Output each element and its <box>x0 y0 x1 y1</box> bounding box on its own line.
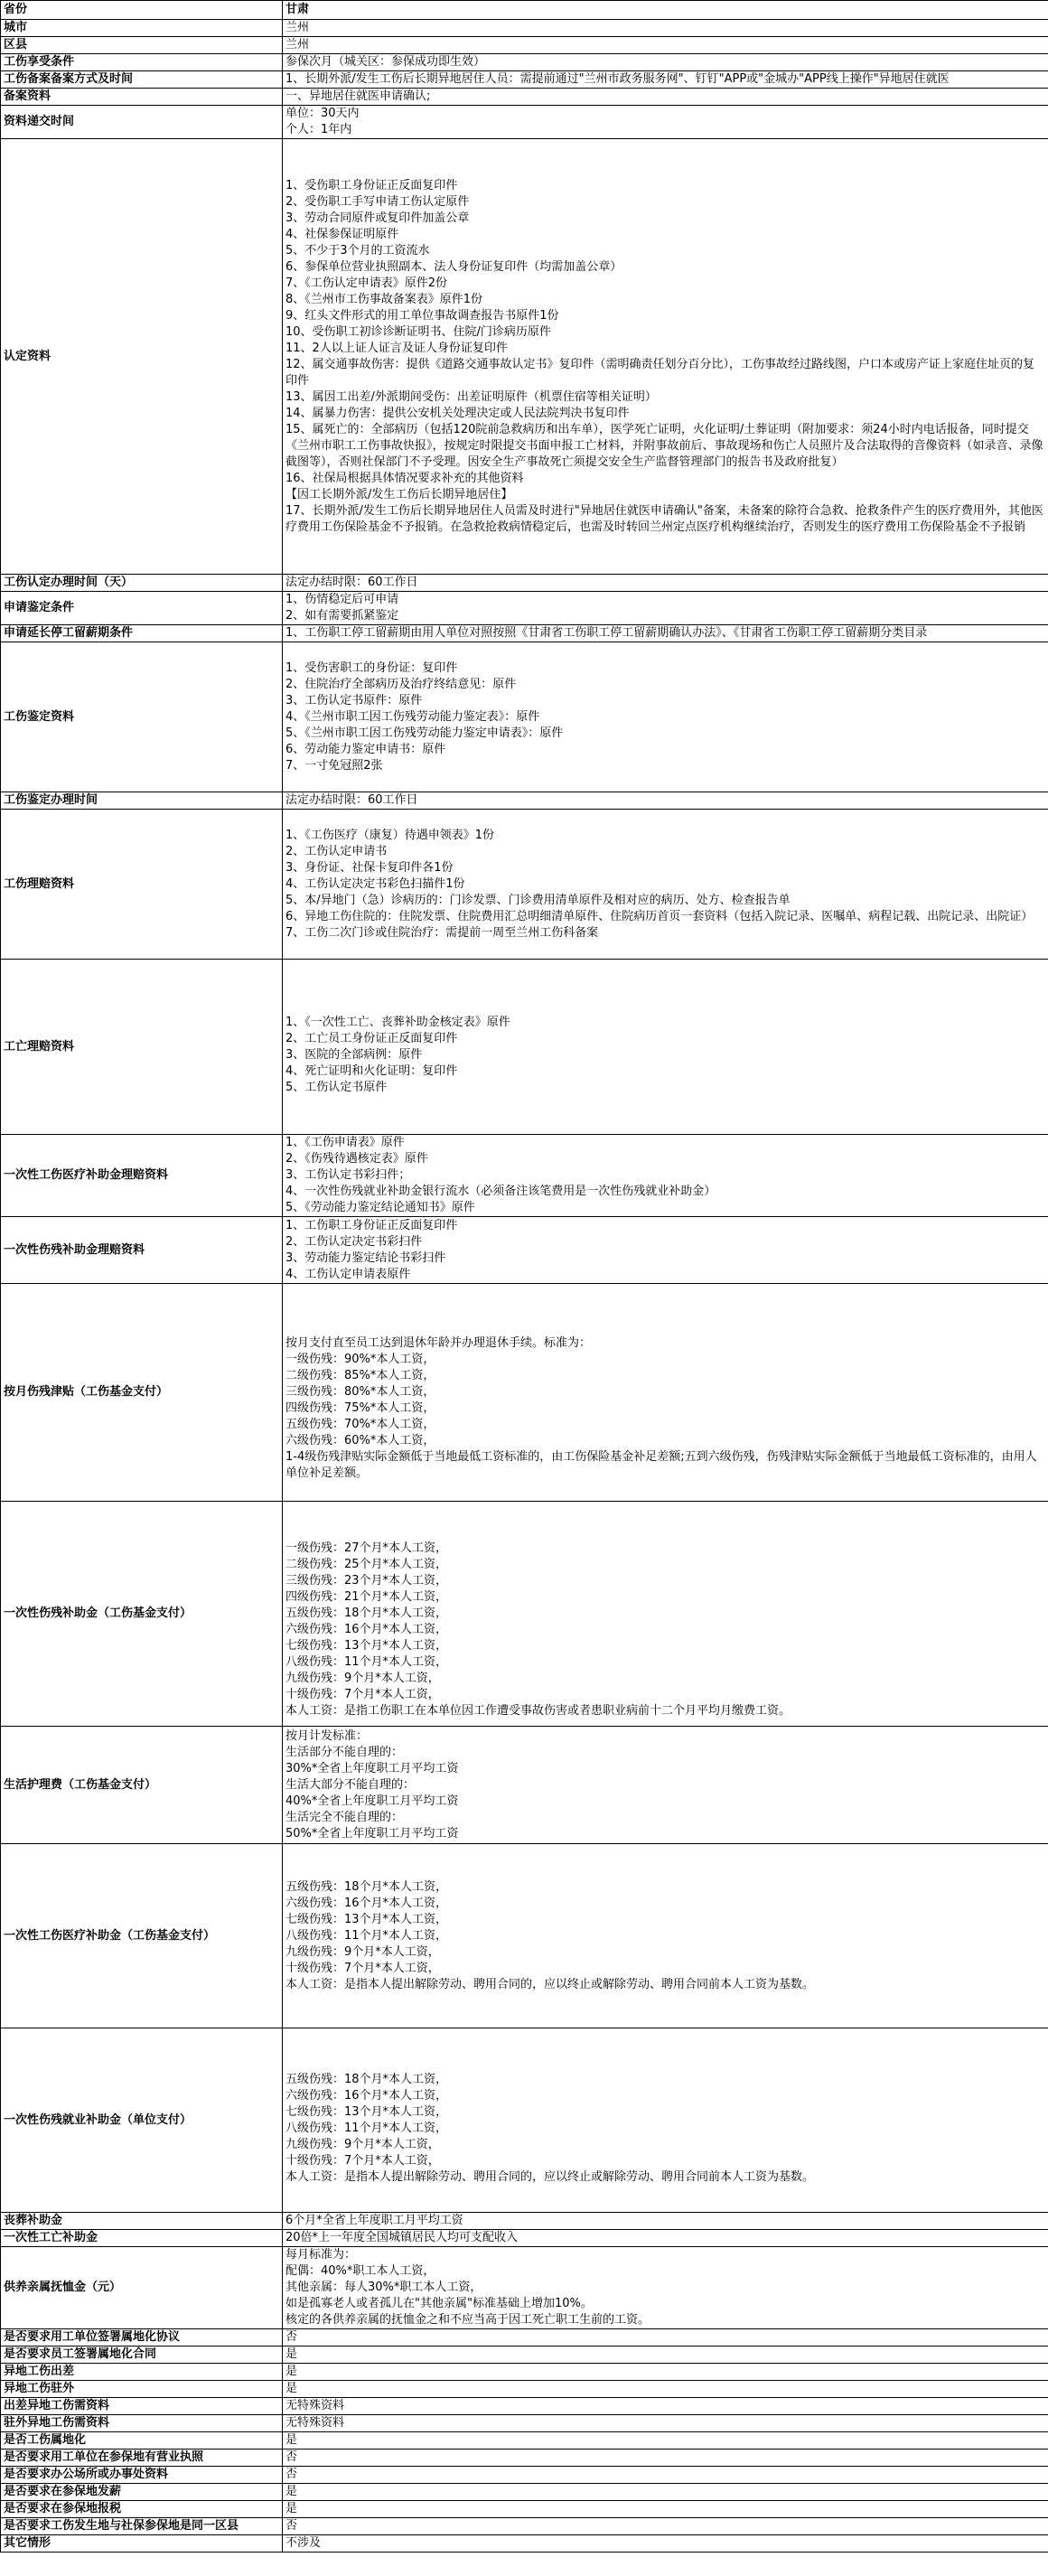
value-line: 七级伤残：13个月*本人工资， <box>285 1912 448 1926</box>
value-line: 五级伤残：18个月*本人工资， <box>285 1606 448 1620</box>
value-line: 生活大部分不能自理的： <box>285 1777 416 1792</box>
table-row <box>1 592 1048 625</box>
value-line: 6、劳动能力鉴定申请书：原件 <box>285 742 446 756</box>
value-line: 八级伤残：11个月*本人工资， <box>285 2121 448 2135</box>
row-value-cell <box>283 2213 1048 2230</box>
value-line: 11、2人以上证人证言及证人身份证复印件 <box>285 341 508 355</box>
value-line: 法定办结时限：60工作日 <box>285 793 418 807</box>
value-line: 1、伤情稳定后可申请 <box>285 593 399 606</box>
row-value-cell <box>283 2501 1048 2518</box>
value-line: 20倍*上一年度全国城镇居民人均可支配收入 <box>285 2231 519 2244</box>
value-line: 二级伤残：25个月*本人工资， <box>285 1558 448 1571</box>
value-line: 参保次月（城关区：参保成功即生效） <box>285 55 486 69</box>
table-row <box>1 2230 1048 2247</box>
row-value-cell <box>283 1135 1048 1217</box>
value-line: 1、受伤职工身份证正反面复印件 <box>285 178 458 192</box>
value-line: 3、身份证、社保卡复印件各1份 <box>285 860 454 875</box>
row-value-cell <box>283 2347 1048 2364</box>
row-key-cell: 工伤认定办理时间（天） <box>1 575 283 592</box>
value-line: 2、《伤残待遇核定表》原件 <box>285 1152 428 1166</box>
value-line: 五级伤残：18个月*本人工资， <box>285 2072 448 2086</box>
value-line: 1、受伤害职工的身份证：复印件 <box>285 660 458 675</box>
value-line: 按月计发标准： <box>285 1728 369 1743</box>
table-row <box>1 2398 1048 2415</box>
value-line: 四级伤残：21个月*本人工资， <box>285 1590 448 1604</box>
row-value-cell <box>283 20 1048 37</box>
value-line: 一级伤残：27个月*本人工资， <box>285 1541 448 1555</box>
value-line: 四级伤残：75%*本人工资， <box>285 1401 435 1415</box>
value-line: 八级伤残：11个月*本人工资， <box>285 1655 448 1669</box>
row-value-cell <box>283 1217 1048 1284</box>
value-line: 二级伤残：85%*本人工资， <box>285 1369 435 1382</box>
table-row <box>1 960 1048 1135</box>
row-key-cell: 一次性伤残就业补助金（单位支付） <box>1 2028 283 2213</box>
value-line: 2、住院治疗全部病历及治疗终结意见：原件 <box>285 677 517 691</box>
value-line: 九级伤残：9个月*本人工资， <box>285 2137 440 2151</box>
value-line: 7、工伤二次门诊或住院治疗：需提前一周至兰州工伤科备案 <box>285 925 599 940</box>
value-line: 17、长期外派/发生工伤后长期异地居住人员需及时进行"异地居住就医申请确认"备案，未备案的除符合急救、抢救条件产生的医疗费用外，其他医疗费用工伤保险基金不予报销。在急救抢救病情稳定后，也需及时转回兰州定点医疗机构继续治疗，否则发生的医疗费用工伤保险基金不予报销 <box>285 503 1043 534</box>
table-row <box>1 71 1048 89</box>
row-key-cell: 一次性伤残补助金（工伤基金支付） <box>1 1502 283 1727</box>
table-row <box>1 2415 1048 2432</box>
row-value-cell <box>283 37 1048 54</box>
value-line: 六级伤残：16个月*本人工资， <box>285 1623 448 1636</box>
table-row <box>1 2329 1048 2347</box>
table-row <box>1 106 1048 139</box>
value-line: 生活部分不能自理的： <box>285 1745 404 1759</box>
row-value-cell <box>283 625 1048 642</box>
table-row <box>1 89 1048 106</box>
value-line: 1、长期外派/发生工伤后长期异地居住人员：需提前通过"兰州市政务服务网"、钉钉"APP或"金城办"APP线上操作"异地居住就医 <box>285 72 950 86</box>
row-value-cell <box>283 2381 1048 2398</box>
value-line: 4、社保参保证明原件 <box>285 227 399 241</box>
value-line: 兰州 <box>285 21 310 34</box>
row-key-cell: 工伤备案备案方式及时间 <box>1 71 283 89</box>
header-row <box>1 1 1048 20</box>
row-key-cell: 工亡理赔资料 <box>1 960 283 1135</box>
value-line: 2、工伤认定申请书 <box>285 844 388 858</box>
table-row <box>1 2518 1048 2535</box>
value-line: 三级伤残：23个月*本人工资， <box>285 1574 448 1588</box>
value-line: 是 <box>285 2365 298 2378</box>
value-line: 4、一次性伤残就业补助金银行流水（必须备注该笔费用是一次性伤残就业补助金） <box>285 1185 716 1198</box>
row-key-cell: 申请延长停工留薪期条件 <box>1 625 283 642</box>
value-line: 本人工资：是指本人提出解除劳动、聘用合同的，应以终止或解除劳动、聘用合同前本人工资为基数。 <box>285 1977 815 1991</box>
value-line: 其他亲属：每人30%*职工本人工资， <box>285 2281 482 2294</box>
row-key-cell: 丧葬补助金 <box>1 2213 283 2230</box>
table-row <box>1 1727 1048 1844</box>
value-line: 个人：1年内 <box>285 123 352 136</box>
value-line: 50%*全省上年度职工月平均工资 <box>285 1826 459 1841</box>
value-line: 1、《一次性工亡、丧葬补助金核定表》原件 <box>285 1015 510 1029</box>
value-line: 4、死亡证明和火化证明：复印件 <box>285 1063 458 1078</box>
row-key-cell: 是否要求员工签署属地化合同 <box>1 2347 283 2364</box>
row-key-cell: 生活护理费（工伤基金支付） <box>1 1727 283 1844</box>
value-line: 是 <box>285 2433 298 2447</box>
value-line: 1-4级伤残津贴实际金额低于当地最低工资标准的，由工伤保险基金补足差额;五到六级伤残，伤残津贴实际金额低于当地最低工资标准的，由用人单位补足差额。 <box>285 1450 1037 1480</box>
row-value-cell <box>283 810 1048 960</box>
value-line: 是 <box>285 2347 298 2361</box>
row-value-cell <box>283 2484 1048 2501</box>
value-line: 2、如有需要抓紧鉴定 <box>285 609 399 623</box>
table-row <box>1 1135 1048 1217</box>
row-key-cell: 申请鉴定条件 <box>1 592 283 625</box>
value-line: 六级伤残：16个月*本人工资， <box>285 2088 448 2103</box>
value-line: 1、《工伤医疗（康复）待遇申领表》1份 <box>285 828 495 842</box>
value-line: 六级伤残：16个月*本人工资， <box>285 1896 448 1910</box>
value-line: 40%*全省上年度职工月平均工资 <box>285 1794 459 1808</box>
table-row <box>1 2535 1048 2553</box>
row-value-cell <box>283 54 1048 71</box>
value-line: 是 <box>285 2382 298 2395</box>
value-line: 8、《兰州市工伤事故备案表》原件1份 <box>285 292 483 306</box>
value-line: 单位：30天内 <box>285 107 360 120</box>
value-line: 本人工资：是指工伤职工在本单位因工作遭受事故伤害或者患职业病前十二个月平均月缴费工资。 <box>285 1704 791 1718</box>
table-row <box>1 810 1048 960</box>
row-key-cell: 工伤享受条件 <box>1 54 283 71</box>
table-row <box>1 2347 1048 2364</box>
value-line: 7、《工伤认定申请表》原件2份 <box>285 276 448 290</box>
value-line: 13、属因工出差/外派期间受伤：出差证明原件（机票住宿等相关证明） <box>285 389 657 404</box>
table-row <box>1 575 1048 592</box>
value-line: 八级伤残：11个月*本人工资， <box>285 1928 448 1943</box>
value-line: 1、《工伤申请表》原件 <box>285 1136 405 1149</box>
row-key-cell: 按月伤残津贴（工伤基金支付） <box>1 1284 283 1502</box>
row-value-cell <box>283 89 1048 106</box>
value-line: 一、异地居住就医申请确认; <box>285 89 431 103</box>
row-key-cell: 备案资料 <box>1 89 283 106</box>
table-row <box>1 2213 1048 2230</box>
table-row <box>1 20 1048 37</box>
row-key-cell: 工伤鉴定办理时间 <box>1 792 283 810</box>
row-value-cell <box>283 1502 1048 1727</box>
value-line: 6、参保单位营业执照副本、法人身份证复印件（均需加盖公章） <box>285 259 622 274</box>
row-key-cell: 是否要求用工单位在参保地有营业执照 <box>1 2450 283 2467</box>
value-line: 五级伤残：70%*本人工资， <box>285 1418 435 1431</box>
value-line: 3、劳动能力鉴定结论书彩扫件 <box>285 1251 446 1265</box>
row-value-cell <box>283 592 1048 625</box>
row-key-cell: 区县 <box>1 37 283 54</box>
table-row <box>1 2028 1048 2213</box>
value-line: 【因工长期外派/发生工伤后长期异地居住】 <box>285 487 513 501</box>
value-line: 否 <box>285 2519 298 2533</box>
table-row <box>1 642 1048 792</box>
value-line: 否 <box>285 2450 298 2464</box>
row-value-cell <box>283 2398 1048 2415</box>
value-line: 3、劳动合同原件或复印件加盖公章 <box>285 211 470 225</box>
value-line: 12、属交通事故伤害：提供《道路交通事故认定书》复印件（需明确责任划分百分比），工伤事故经过路线图，户口本或房产证上家庭住址页的复印件 <box>285 357 1035 388</box>
table-row <box>1 2450 1048 2467</box>
row-value-cell <box>283 1727 1048 1844</box>
row-value-cell <box>283 139 1048 575</box>
row-key-cell: 城市 <box>1 20 283 37</box>
value-line: 2、工伤认定决定书彩扫件 <box>285 1234 423 1249</box>
table-row <box>1 2381 1048 2398</box>
value-line: 七级伤残：13个月*本人工资， <box>285 1639 448 1653</box>
value-line: 十级伤残：7个月*本人工资， <box>285 2153 440 2168</box>
table-row <box>1 1217 1048 1284</box>
value-line: 本人工资：是指本人提出解除劳动、聘用合同的，应以终止或解除劳动、聘用合同前本人工资为基数。 <box>285 2169 815 2184</box>
row-key-cell: 其它情形 <box>1 2535 283 2553</box>
row-key-cell: 认定资料 <box>1 139 283 575</box>
value-line: 10、受伤职工初诊诊断证明书、住院/门诊病历原件 <box>285 324 551 339</box>
row-key-cell: 工伤鉴定资料 <box>1 642 283 792</box>
row-key-cell: 是否要求办公场所或办事处资料 <box>1 2467 283 2484</box>
value-line: 15、属死亡的：全部病历（包括120院前急救病历和出车单），医学死亡证明，火化证明/土葬证明（附加要求：须24小时内电话报备，同时提交《兰州市职工工伤事故快报》，按规定时限提交书面申报工亡材料，并附事故前后、事故现场和伤亡人员照片及合法取得的音像资料（如录音、录像截图等），否则社保部门不予受理。因安全生产事故死亡须提交安全生产监督管理部门的报告书及政府批复） <box>285 422 1043 469</box>
row-value-cell <box>283 2518 1048 2535</box>
row-key-cell: 是否要求在参保地报税 <box>1 2501 283 2518</box>
value-line: 16、社保局根据具体情况要求补充的其他资料 <box>285 471 524 485</box>
row-key-cell: 一次性工亡补助金 <box>1 2230 283 2247</box>
row-key-cell: 供养亲属抚恤金（元） <box>1 2247 283 2329</box>
row-value-cell <box>283 2467 1048 2484</box>
row-key-cell: 是否要求在参保地发薪 <box>1 2484 283 2501</box>
table-row <box>1 792 1048 810</box>
row-key-cell: 驻外异地工伤需资料 <box>1 2415 283 2432</box>
row-key-cell: 异地工伤驻外 <box>1 2381 283 2398</box>
row-value-cell <box>283 2247 1048 2329</box>
value-line: 3、工伤认定书彩扫件； <box>285 1168 411 1182</box>
value-line: 六级伤残：60%*本人工资， <box>285 1434 435 1447</box>
value-line: 7、一寸免冠照2张 <box>285 758 383 773</box>
header-value-cell: 甘肃 <box>283 1 1048 20</box>
value-line: 5、《劳动能力鉴定结论通知书》原件 <box>285 1201 475 1214</box>
value-line: 不涉及 <box>285 2536 322 2550</box>
value-line: 无特殊资料 <box>285 2416 345 2430</box>
row-key-cell: 是否要求用工单位签署属地化协议 <box>1 2329 283 2347</box>
row-value-cell <box>283 2450 1048 2467</box>
value-line: 按月支付直至员工达到退休年龄并办理退休手续。标准为： <box>285 1336 592 1350</box>
value-line: 每月标准为： <box>285 2248 357 2262</box>
value-line: 否 <box>285 2330 298 2344</box>
value-line: 9、红头文件形式的用工单位事故调查报告书原件1份 <box>285 308 559 323</box>
row-key-cell: 工伤理赔资料 <box>1 810 283 960</box>
row-value-cell <box>283 642 1048 792</box>
value-line: 十级伤残：7个月*本人工资， <box>285 1688 440 1701</box>
value-line: 30%*全省上年度职工月平均工资 <box>285 1761 459 1775</box>
row-value-cell <box>283 2415 1048 2432</box>
value-line: 4、《兰州市职工因工伤残劳动能力鉴定表》：原件 <box>285 709 540 724</box>
row-value-cell <box>283 1844 1048 2028</box>
value-line: 法定办结时限：60工作日 <box>285 576 418 589</box>
value-line: 十级伤残：7个月*本人工资， <box>285 1961 440 1975</box>
row-key-cell: 异地工伤出差 <box>1 2364 283 2381</box>
value-line: 如是孤寡老人或者孤儿在"其他亲属"标准基础上增加10%。 <box>285 2297 593 2310</box>
table-row <box>1 2364 1048 2381</box>
value-line: 五级伤残：18个月*本人工资， <box>285 1879 448 1894</box>
value-line: 2、受伤职工手写申请工伤认定原件 <box>285 194 470 209</box>
value-line: 七级伤残：13个月*本人工资， <box>285 2104 448 2119</box>
value-line: 一级伤残：90%*本人工资， <box>285 1353 435 1366</box>
value-line: 生活完全不能自理的： <box>285 1810 404 1824</box>
table-row <box>1 37 1048 54</box>
row-key-cell: 资料递交时间 <box>1 106 283 139</box>
value-line: 九级伤残：9个月*本人工资， <box>285 1672 440 1685</box>
row-value-cell <box>283 106 1048 139</box>
row-key-cell: 出差异地工伤需资料 <box>1 2398 283 2415</box>
table-row <box>1 625 1048 642</box>
row-value-cell <box>283 2230 1048 2247</box>
row-key-cell: 一次性工伤医疗补助金理赔资料 <box>1 1135 283 1217</box>
value-line: 1、工伤职工身份证正反面复印件 <box>285 1218 458 1232</box>
value-line: 无特殊资料 <box>285 2399 345 2412</box>
row-value-cell <box>283 575 1048 592</box>
value-line: 三级伤残：80%*本人工资， <box>285 1385 435 1399</box>
row-value-cell <box>283 792 1048 810</box>
value-line: 是 <box>285 2485 298 2498</box>
table-row <box>1 54 1048 71</box>
row-value-cell <box>283 1284 1048 1502</box>
value-line: 是 <box>285 2502 298 2515</box>
value-line: 4、工伤认定决定书彩色扫描件1份 <box>285 876 465 891</box>
value-line: 5、不少于3个月的工资流水 <box>285 243 430 258</box>
value-line: 14、属暴力伤害：提供公安机关处理决定或人民法院判决书复印件 <box>285 406 630 420</box>
table-row <box>1 139 1048 575</box>
value-line: 配偶：40%*职工本人工资， <box>285 2264 435 2278</box>
value-line: 否 <box>285 2468 298 2481</box>
table-row <box>1 1844 1048 2028</box>
value-line: 6、异地工伤住院的：住院发票、住院费用汇总明细清单原件、住院病历首页一套资料（包括入院记录、医嘱单、病程记载、出院记录、出院证） <box>285 909 1034 923</box>
row-value-cell <box>283 2364 1048 2381</box>
value-line: 3、工伤认定书原件：原件 <box>285 693 423 707</box>
value-line: 2、工亡员工身份证正反面复印件 <box>285 1031 458 1045</box>
table-row <box>1 2484 1048 2501</box>
row-key-cell: 一次性工伤医疗补助金（工伤基金支付） <box>1 1844 283 2028</box>
value-line: 5、工伤认定书原件 <box>285 1080 388 1094</box>
table-row <box>1 1502 1048 1727</box>
value-line: 3、医院的全部病例：原件 <box>285 1047 423 1062</box>
row-key-cell: 是否工伤属地化 <box>1 2432 283 2450</box>
value-line: 兰州 <box>285 38 310 52</box>
table-row <box>1 2432 1048 2450</box>
row-value-cell <box>283 2535 1048 2553</box>
value-line: 5、本/异地门（急）诊病历的：门诊发票、门诊费用清单原件及相对应的病历、处方、检查报告单 <box>285 893 791 907</box>
row-value-cell <box>283 71 1048 89</box>
row-value-cell <box>283 960 1048 1135</box>
table-row <box>1 2467 1048 2484</box>
row-value-cell <box>283 2432 1048 2450</box>
row-value-cell <box>283 2028 1048 2213</box>
value-line: 5、《兰州市职工因工伤残劳动能力鉴定申请表》：原件 <box>285 726 564 740</box>
table-row <box>1 2501 1048 2518</box>
table-row <box>1 1284 1048 1502</box>
value-line: 核定的各供养亲属的抚恤金之和不应当高于因工死亡职工生前的工资。 <box>285 2313 650 2327</box>
table-row <box>1 2247 1048 2329</box>
value-line: 九级伤残：9个月*本人工资， <box>285 1944 440 1959</box>
row-value-cell <box>283 2329 1048 2347</box>
value-line: 1、工伤职工停工留薪期由用人单位对照按照《甘肃省工伤职工停工留薪期确认办法》、《甘肃省工伤职工停工留薪期分类目录 <box>285 626 928 640</box>
value-line: 4、工伤认定申请表原件 <box>285 1267 411 1281</box>
row-key-cell: 是否要求工伤发生地与社保参保地是同一区县 <box>1 2518 283 2535</box>
value-line: 6个月*全省上年度职工月平均工资 <box>285 2214 463 2227</box>
header-key-cell: 省份 <box>1 1 283 20</box>
row-key-cell: 一次性伤残补助金理赔资料 <box>1 1217 283 1284</box>
